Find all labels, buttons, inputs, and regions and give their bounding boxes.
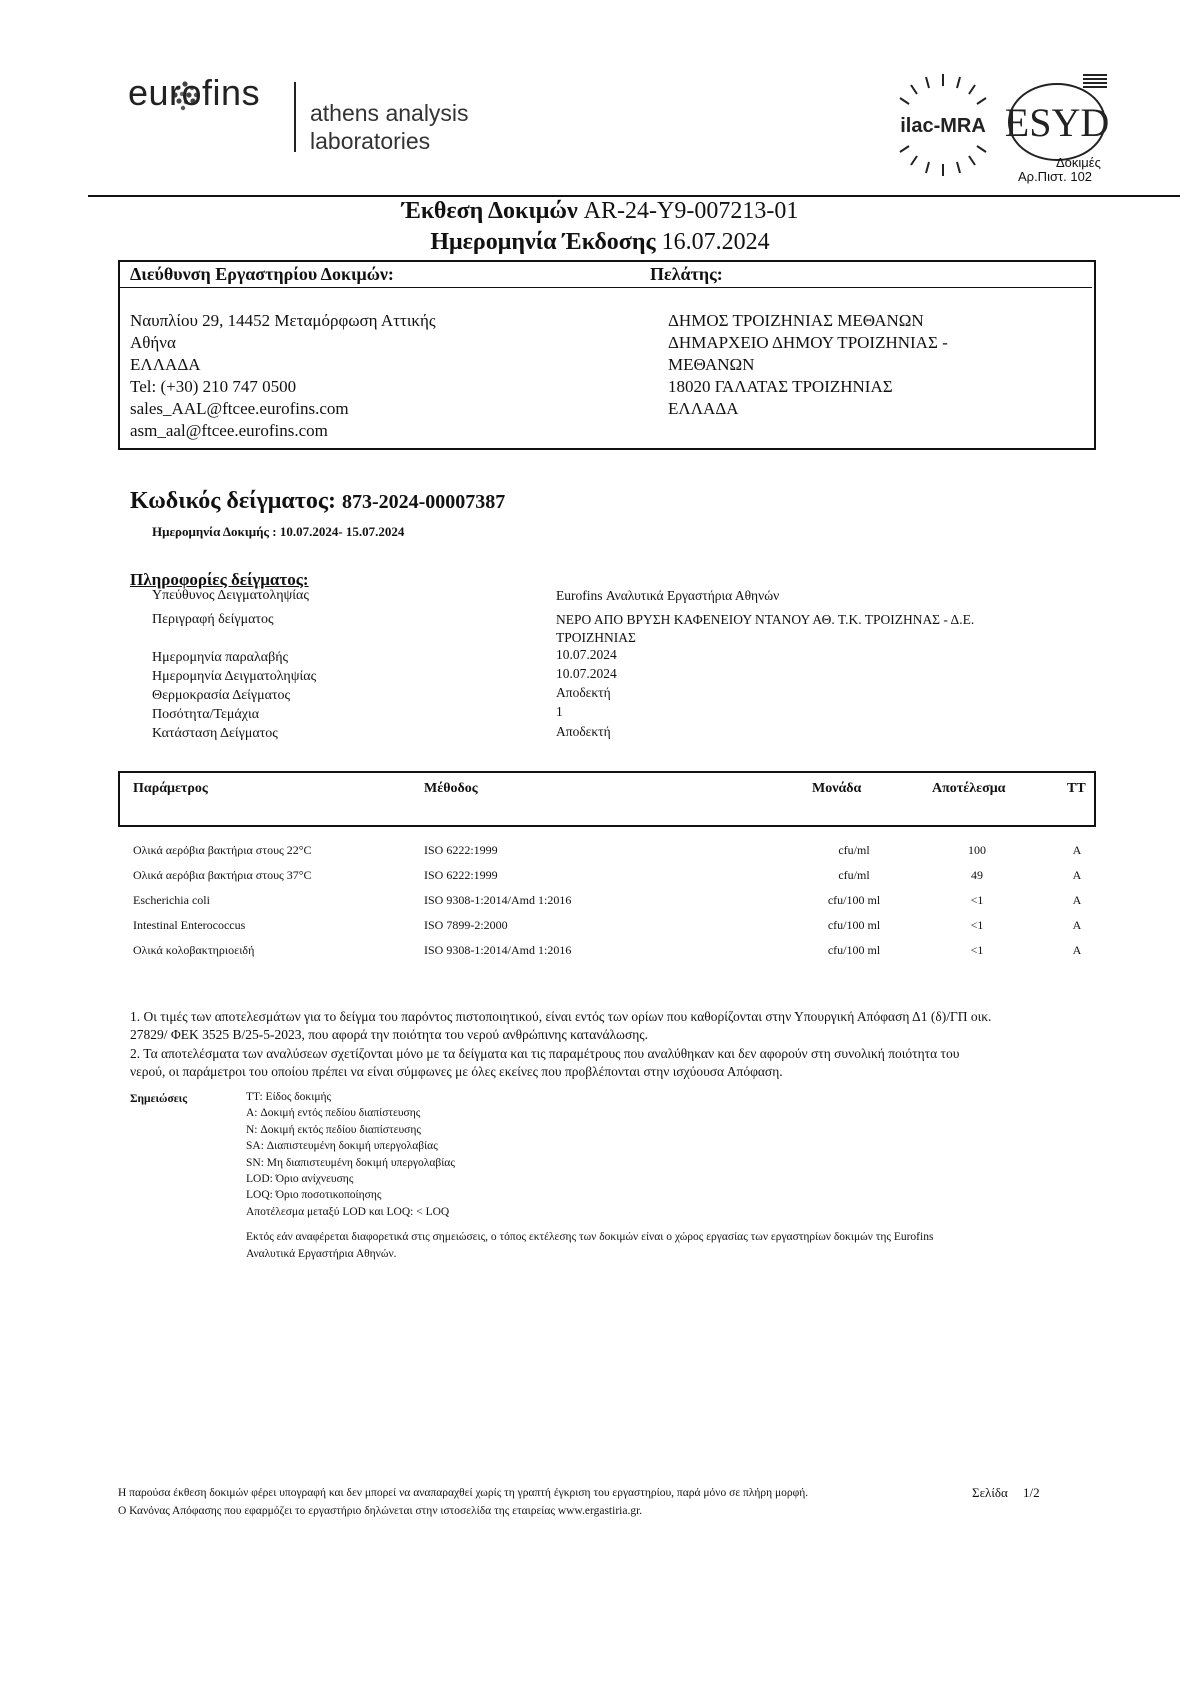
- col-parameter: Παράμετρος: [133, 781, 208, 796]
- lab-email-asm: asm_aal@ftcee.eurofins.com: [130, 421, 328, 440]
- lab-address-line: ΕΛΛΑΔΑ: [130, 355, 201, 374]
- report-number: AR-24-Y9-007213-01: [583, 198, 799, 224]
- info-value-continued: ΤΡΟΙΖΗΝΙΑΣ: [556, 630, 636, 645]
- page-number: [972, 1485, 1040, 1501]
- test-date-label: Ημερομηνία Δοκιμής :: [152, 524, 277, 539]
- lab-address: [130, 310, 436, 442]
- row-tt: A: [1072, 893, 1082, 907]
- row-method: ISO 6222:1999: [424, 843, 498, 857]
- accreditation-type: Δοκιμές: [1056, 155, 1101, 170]
- row-tt: A: [1072, 943, 1082, 957]
- notes-label: Σημειώσεις: [130, 1093, 188, 1105]
- row-unit: cfu/100 ml: [827, 893, 881, 907]
- legend-item: LOD: Όριο ανίχνευσης: [246, 1173, 354, 1186]
- client-line: ΕΛΛΑΔΑ: [668, 399, 739, 418]
- client-heading: Πελάτης:: [650, 264, 723, 284]
- info-label: Υπεύθυνος Δειγματοληψίας: [152, 588, 309, 603]
- test-date-value: 10.07.2024- 15.07.2024: [279, 524, 405, 539]
- accreditation-number: Αρ.Πιστ. 102: [1018, 169, 1093, 184]
- note-2: [130, 1045, 1090, 1081]
- row-unit: cfu/ml: [838, 843, 870, 857]
- row-parameter: Intestinal Enterococcus: [133, 918, 246, 932]
- info-label: Ημερομηνία παραλαβής: [152, 650, 289, 665]
- note-1: [130, 1008, 1090, 1044]
- row-result: 49: [971, 868, 983, 882]
- esyd-mark-text: ESYD: [1005, 100, 1110, 145]
- results-header-box: [118, 771, 1096, 827]
- row-parameter: Escherichia coli: [133, 893, 210, 907]
- info-label: Ημερομηνία Δειγματοληψίας: [152, 669, 317, 684]
- row-result: <1: [970, 943, 984, 957]
- lab-name-line1: athens analysis: [310, 100, 469, 126]
- col-tt: ΤΤ: [1067, 781, 1086, 796]
- client-line: ΔΗΜΑΡΧΕΙΟ ΔΗΜΟΥ ΤΡΟΙΖΗΝΙΑΣ -: [668, 333, 948, 352]
- client-line: 18020 ΓΑΛΑΤΑΣ ΤΡΟΙΖΗΝΙΑΣ: [668, 377, 893, 396]
- sample-code-label: Κωδικός δείγματος:: [130, 488, 336, 514]
- row-method: ISO 7899-2:2000: [424, 918, 508, 932]
- logo-divider: [294, 82, 296, 152]
- row-parameter: Ολικά αερόβια βακτήρια στους 22°C: [133, 843, 312, 857]
- note-1-line: 1. Οι τιμές των αποτελεσμάτων για το δείγμα του παρόντος πιστοποιητικού, είναι εντός των ορίων που καθορίζονται στην Υπουργική Απόφαση Δ1 (δ)/ΓΠ οικ.: [130, 1009, 992, 1024]
- col-unit: Μονάδα: [812, 781, 862, 796]
- legend-item: A: Δοκιμή εντός πεδίου διαπίστευσης: [246, 1107, 421, 1120]
- legend-item: LOQ: Όριο ποσοτικοποίησης: [246, 1189, 382, 1202]
- legend-item: N: Δοκιμή εκτός πεδίου διαπίστευσης: [246, 1123, 421, 1136]
- info-value: 10.07.2024: [556, 647, 617, 662]
- issue-date-value: 16.07.2024: [661, 229, 770, 255]
- address-box-divider: [120, 287, 1092, 288]
- info-value: Αποδεκτή: [556, 724, 611, 739]
- row-method: ISO 9308-1:2014/Amd 1:2016: [424, 943, 572, 957]
- page-label: Σελίδα: [972, 1485, 1008, 1500]
- info-value: ΝΕΡΟ ΑΠΟ ΒΡΥΣΗ ΚΑΦΕΝΕΙΟΥ ΝΤΑΝΟΥ ΑΘ. Τ.Κ. ΤΡΟΙΖΗΝΑΣ - Δ.Ε.: [556, 612, 975, 627]
- client-line: ΜΕΘΑΝΩΝ: [668, 355, 755, 374]
- info-label: Θερμοκρασία Δείγματος: [152, 688, 291, 703]
- footer-decision-rule: Ο Κανόνας Απόφασης που εφαρμόζει το εργαστήριο δηλώνεται στην ιστοσελίδα της εταιρείας www.ergastiria.gr.: [118, 1505, 643, 1517]
- header-rule: [88, 195, 1180, 197]
- ilac-mark-text: ilac-MRA: [900, 115, 986, 137]
- sample-code: [130, 488, 505, 515]
- col-result: Αποτέλεσμα: [932, 781, 1006, 796]
- note-2-line: 2. Τα αποτελέσματα των αναλύσεων σχετίζονται μόνο με τα δείγματα και τις παραμέτρους που αναλύθηκαν και δεν αφορούν στη συνολική ποιότητα του: [130, 1046, 960, 1061]
- row-tt: A: [1072, 843, 1082, 857]
- row-result: <1: [970, 893, 984, 907]
- info-value: Αποδεκτή: [556, 685, 611, 700]
- note-1-line: 27829/ ΦΕΚ 3525 Β/25-5-2023, που αφορά την ποιότητα του νερού ανθρώπινης κατανάλωσης.: [130, 1027, 649, 1042]
- issue-date: [0, 229, 1200, 256]
- client-line: ΔΗΜΟΣ ΤΡΟΙΖΗΝΙΑΣ ΜΕΘΑΝΩΝ: [668, 311, 924, 330]
- row-unit: cfu/100 ml: [827, 918, 881, 932]
- lab-address-heading: Διεύθυνση Εργαστηρίου Δοκιμών:: [130, 264, 394, 284]
- row-unit: cfu/100 ml: [827, 943, 881, 957]
- test-date: [152, 524, 404, 540]
- location-line: Αναλυτικά Εργαστήρια Αθηνών.: [246, 1248, 397, 1260]
- lab-phone: Tel: (+30) 210 747 0500: [130, 377, 297, 396]
- info-value: Eurofins Αναλυτικά Εργαστήρια Αθηνών: [556, 588, 780, 603]
- info-label: Κατάσταση Δείγματος: [152, 726, 278, 741]
- col-method: Μέθοδος: [424, 781, 478, 796]
- report-title-label: Έκθεση Δοκιμών: [401, 198, 578, 224]
- sample-info-title: Πληροφορίες δείγματος:: [130, 570, 309, 589]
- row-method: ISO 6222:1999: [424, 868, 498, 882]
- row-method: ISO 9308-1:2014/Amd 1:2016: [424, 893, 572, 907]
- client-address: [668, 310, 948, 420]
- legend-item: SA: Διαπιστευμένη δοκιμή υπεργολαβίας: [246, 1140, 438, 1153]
- info-value: 1: [556, 704, 563, 719]
- lab-address-line: Αθήνα: [130, 333, 176, 352]
- row-tt: A: [1072, 868, 1082, 882]
- note-2-line: νερού, οι παράμετροι του οποίου πρέπει να είναι σύμφωνες με όλες εκείνες που προβλέπονται στην ισχύουσα Απόφαση.: [130, 1064, 783, 1079]
- lab-name-line2: laboratories: [310, 128, 431, 154]
- row-result: <1: [970, 918, 984, 932]
- page-value: 1/2: [1023, 1485, 1040, 1500]
- row-result: 100: [968, 843, 986, 857]
- ilac-mra-seal: [888, 70, 998, 180]
- legend-item: TT: Είδος δοκιμής: [246, 1091, 332, 1103]
- info-label: Περιγραφή δείγματος: [152, 612, 274, 627]
- esyd-seal: [1005, 72, 1117, 164]
- issue-date-label: Ημερομηνία Έκδοσης: [430, 229, 656, 255]
- brand-name: eurofins: [128, 72, 261, 113]
- legend-item: Αποτέλεσμα μεταξύ LOD και LOQ: < LOQ: [246, 1205, 450, 1218]
- legend-item: SN: Μη διαπιστευμένη δοκιμή υπεργολαβίας: [246, 1156, 455, 1169]
- row-parameter: Ολικά κολοβακτηριοειδή: [133, 943, 255, 957]
- location-line: Εκτός εάν αναφέρεται διαφορετικά στις σημειώσεις, ο τόπος εκτέλεσης των δοκιμών είναι ο χώρος εργασίας των εργαστηρίων δοκιμών της Eurofins: [246, 1231, 934, 1243]
- row-parameter: Ολικά αερόβια βακτήρια στους 37°C: [133, 868, 312, 882]
- info-label: Ποσότητα/Τεμάχια: [152, 707, 260, 722]
- notes-legend: [246, 1089, 455, 1220]
- lab-email-sales: sales_AAL@ftcee.eurofins.com: [130, 399, 349, 418]
- row-tt: A: [1072, 918, 1082, 932]
- info-value: 10.07.2024: [556, 666, 617, 681]
- lab-address-line: Ναυπλίου 29, 14452 Μεταμόρφωση Αττικής: [130, 311, 436, 330]
- row-unit: cfu/ml: [838, 868, 870, 882]
- report-title: [0, 198, 1200, 225]
- sample-code-value: 873-2024-00007387: [341, 491, 506, 513]
- testing-location-note: [246, 1229, 1106, 1263]
- footer-copyright: Η παρούσα έκθεση δοκιμών φέρει υπογραφή και δεν μπορεί να αναπαραχθεί χωρίς τη γραπτή έγκριση του εργαστηρίου, παρά μόνο σε πλήρη μορφή.: [118, 1487, 809, 1499]
